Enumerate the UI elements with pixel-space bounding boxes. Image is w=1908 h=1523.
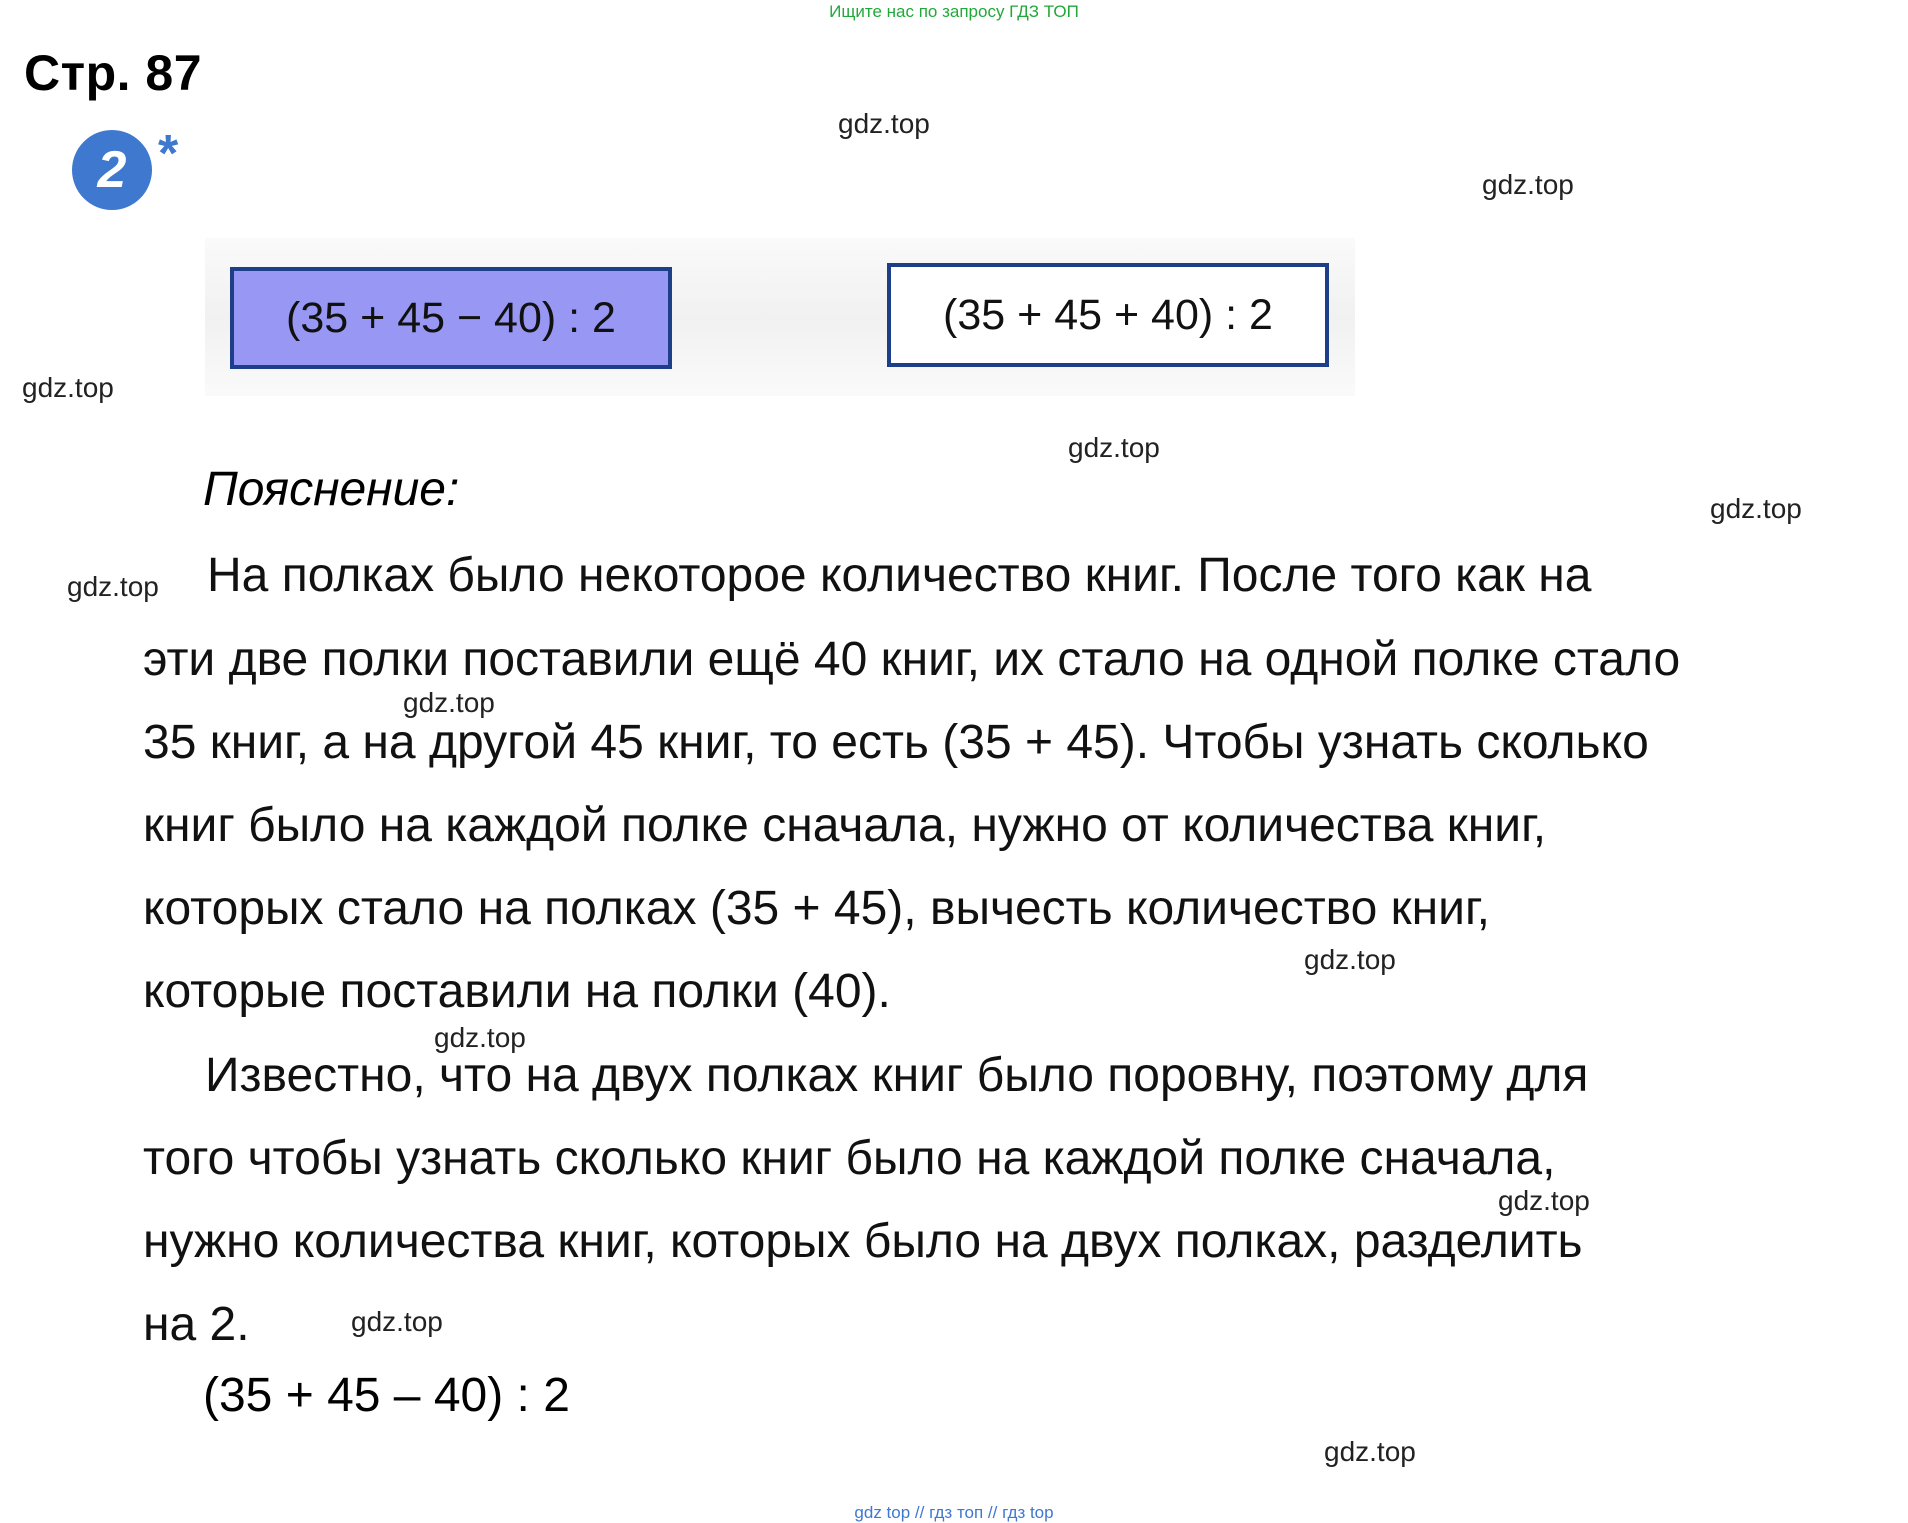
explanation-line: нужно количества книг, которых было на двух полках, разделить <box>143 1215 1583 1268</box>
watermark: gdz.top <box>1710 493 1802 524</box>
watermark: gdz.top <box>351 1306 443 1337</box>
explanation-line: которые поставили на полки (40). <box>143 965 891 1018</box>
explanation-line: книг было на каждой полке сначала, нужно от количества книг, <box>143 799 1547 852</box>
top-banner: Ищите нас по запросу ГДЗ ТОП <box>829 2 1079 21</box>
explanation-heading: Пояснение: <box>203 463 460 516</box>
watermark: gdz.top <box>1324 1436 1416 1467</box>
watermark: gdz.top <box>1068 432 1160 463</box>
explanation-line: эти две полки поставили ещё 40 книг, их стало на одной полке стало <box>143 633 1681 686</box>
expression-box-plain: (35 + 45 + 40) : 2 <box>887 263 1329 367</box>
footer-note: gdz top // гдз топ // гдз top <box>854 1503 1054 1522</box>
task-star-marker: * <box>158 125 179 183</box>
solution-formula: (35 + 45 – 40) : 2 <box>203 1369 570 1422</box>
explanation-line: того чтобы узнать сколько книг было на каждой полке сначала, <box>143 1132 1556 1185</box>
page-title: Стр. 87 <box>24 45 203 101</box>
task-number-badge: 2 <box>72 130 152 210</box>
expression-box-highlighted: (35 + 45 − 40) : 2 <box>230 267 672 369</box>
explanation-line: на 2. <box>143 1298 250 1351</box>
explanation-line: 35 книг, а на другой 45 книг, то есть (35 + 45). Чтобы узнать сколько <box>143 716 1649 769</box>
explanation-line: которых стало на полках (35 + 45), вычесть количество книг, <box>143 882 1490 935</box>
explanation-line: Известно, что на двух полках книг было поровну, поэтому для <box>205 1049 1589 1102</box>
watermark: gdz.top <box>838 108 930 139</box>
watermark: gdz.top <box>1498 1185 1590 1216</box>
watermark: gdz.top <box>67 571 159 602</box>
watermark: gdz.top <box>1482 169 1574 200</box>
watermark: gdz.top <box>434 1022 526 1053</box>
watermark: gdz.top <box>403 687 495 718</box>
watermark: gdz.top <box>22 372 114 403</box>
watermark: gdz.top <box>1304 944 1396 975</box>
explanation-line: На полках было некоторое количество книг. После того как на <box>207 549 1592 602</box>
